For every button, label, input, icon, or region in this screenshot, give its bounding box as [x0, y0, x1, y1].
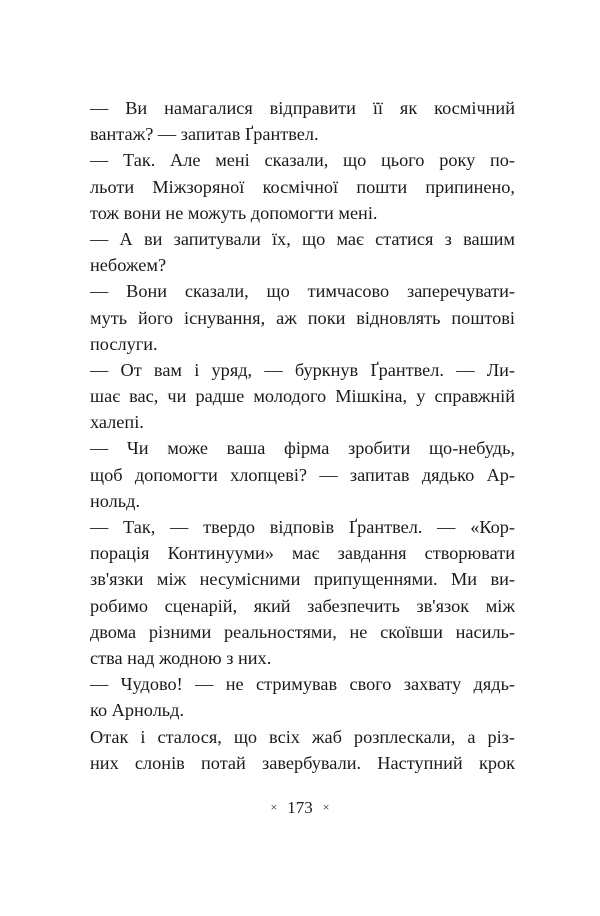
text-line: нольд. [90, 490, 141, 511]
text-line: небожем? [90, 255, 167, 276]
text-line: щоб допомогти хлопцеві? — запитав дядько Ар- [90, 464, 515, 485]
text-line: порація Континууми» має завдання створювати [90, 543, 515, 564]
text-line: — Чудово! — не стримував свого захвату дядь- [90, 674, 515, 695]
text-line: — От вам і уряд, — буркнув Ґрантвел. — Ли- [90, 359, 515, 380]
text-line: тож вони не можуть допомогти мені. [90, 202, 378, 223]
text-line: зв'язки між несумісними припущеннями. Ми ви- [90, 569, 515, 590]
ornament-right: × [322, 800, 330, 814]
text-line: Отак і сталося, що всіх жаб розплескали, а різ- [90, 726, 515, 747]
text-line: вантаж? — запитав Ґрантвел. [90, 124, 319, 145]
text-line: — Чи може ваша фірма зробити що-небудь, [90, 438, 515, 459]
text-line: ства над жодною з них. [90, 647, 272, 668]
text-line: — Ви намагалися відправити її як космічний [90, 98, 515, 118]
text-line: — А ви запитували їх, що має статися з вашим [90, 228, 515, 249]
text-line: — Вони сказали, що тимчасово заперечувати- [90, 281, 515, 302]
text-line: льоти Міжзоряної космічної пошти припинено, [90, 176, 515, 197]
text-line: шає вас, чи радше молодого Мішкіна, у справжній [90, 386, 515, 407]
text-line: халепі. [90, 412, 144, 433]
text-line: робимо сценарій, який забезпечить зв'язок між [90, 595, 515, 616]
text-line: двома різними реальностями, не скоївши насиль- [90, 621, 515, 642]
text-line: ко Арнольд. [90, 700, 185, 721]
text-line: муть його існування, аж поки відновлять поштові [90, 307, 515, 328]
ornament-left: × [270, 800, 278, 814]
text-line: — Так, — твердо відповів Ґрантвел. — «Кор- [90, 517, 515, 537]
text-line: — Так. Але мені сказали, що цього року по- [90, 150, 515, 171]
body-text [90, 95, 515, 776]
text-line: них слонів потай завербували. Наступний крок [90, 752, 515, 773]
text-line: послуги. [90, 333, 158, 354]
page-footer [0, 795, 600, 820]
page-number: 173 [287, 798, 313, 817]
